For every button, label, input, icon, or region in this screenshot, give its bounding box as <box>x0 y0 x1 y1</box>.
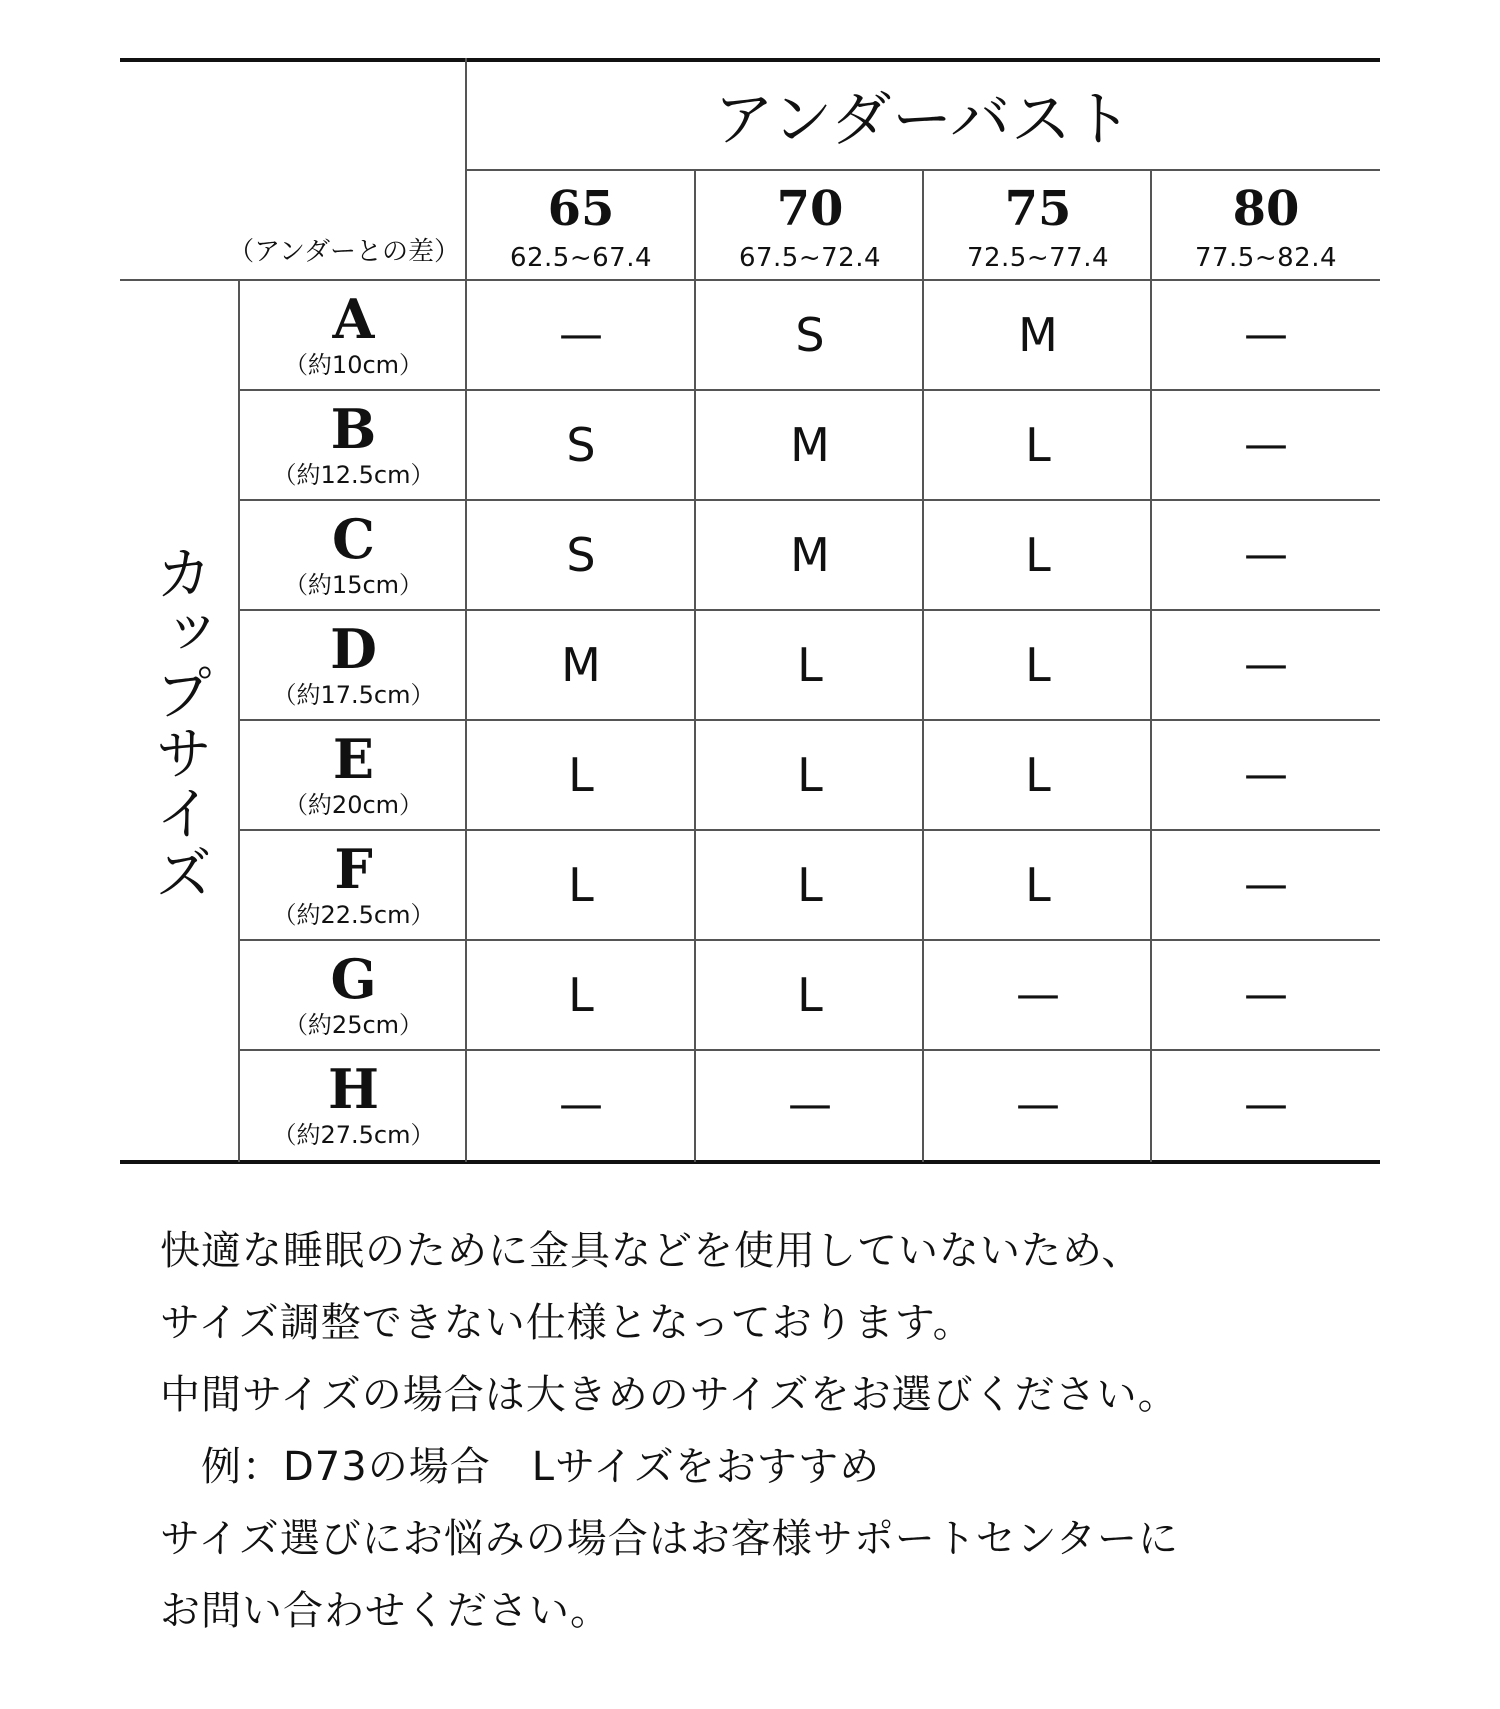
column-header-80 <box>1152 172 1380 282</box>
size-cell: L <box>1025 858 1051 912</box>
size-cell: M <box>790 418 830 472</box>
cup-letter: A <box>332 287 375 351</box>
size-cell: — <box>1016 969 1060 1020</box>
table-top-border <box>120 58 1380 62</box>
size-cell: L <box>568 968 594 1022</box>
size-cell: L <box>797 748 823 802</box>
size-cell: M <box>790 528 830 582</box>
column-range: 72.5~77.4 <box>966 243 1110 273</box>
cup-size-label-text: カップサイズ <box>145 542 213 903</box>
notes-block <box>160 1215 1400 1647</box>
column-range: 62.5~67.4 <box>509 243 653 273</box>
column-range: 77.5~82.4 <box>1194 243 1338 273</box>
column-number: 65 <box>547 181 615 237</box>
note-line: お問い合わせください。 <box>160 1588 611 1634</box>
cup-cell-h <box>240 1050 467 1160</box>
size-cell: S <box>566 418 596 472</box>
cup-letter: C <box>332 507 375 571</box>
size-cell: L <box>1025 528 1051 582</box>
size-cell: L <box>568 858 594 912</box>
size-cell: — <box>1244 969 1288 1020</box>
cup-difference: （約25cm） <box>283 1011 424 1039</box>
size-cell: L <box>1025 748 1051 802</box>
size-cell: L <box>797 638 823 692</box>
note-line: 中間サイズの場合は大きめのサイズをお選びください。 <box>160 1372 1179 1418</box>
size-cell: M <box>561 638 601 692</box>
size-chart <box>120 58 1380 1166</box>
cup-letter: F <box>334 837 373 901</box>
cup-difference: （約17.5cm） <box>272 681 435 709</box>
table-bottom-border <box>120 1160 1380 1164</box>
cup-cell-g <box>240 940 467 1050</box>
size-cell: S <box>566 528 596 582</box>
cup-cell-f <box>240 830 467 940</box>
cup-difference: （約10cm） <box>283 351 424 379</box>
cup-cell-c <box>240 500 467 610</box>
cup-cell-a <box>240 280 467 390</box>
size-cell: L <box>797 858 823 912</box>
size-cell: — <box>1244 749 1288 800</box>
cup-cell-e <box>240 720 467 830</box>
cup-letter: D <box>330 617 377 681</box>
size-cell: — <box>1244 419 1288 470</box>
cup-cell-d <box>240 610 467 720</box>
size-cell: — <box>559 1079 603 1130</box>
column-number: 80 <box>1232 181 1300 237</box>
column-number: 70 <box>776 181 844 237</box>
size-cell: — <box>1244 1079 1288 1130</box>
note-line: サイズ選びにお悩みの場合はお客様サポートセンターに <box>160 1516 1179 1562</box>
size-cell: — <box>1244 639 1288 690</box>
size-cell: — <box>559 309 603 360</box>
cup-size-side-label <box>120 279 238 1166</box>
size-cell: L <box>1025 418 1051 472</box>
note-line: サイズ調整できない仕様となっております。 <box>160 1300 974 1346</box>
size-cell: — <box>1244 309 1288 360</box>
cup-cell-b <box>240 390 467 500</box>
size-cell: M <box>1018 308 1058 362</box>
note-line: 例：D73の場合 Lサイズをおすすめ <box>160 1444 881 1490</box>
size-cell: — <box>1244 859 1288 910</box>
note-line: 快適な睡眠のために金具などを使用していないため、 <box>160 1228 1143 1274</box>
size-cell: — <box>1244 529 1288 580</box>
size-cell: L <box>568 748 594 802</box>
column-header-65 <box>467 172 695 282</box>
cup-difference: （約12.5cm） <box>272 461 435 489</box>
cup-difference: （約22.5cm） <box>272 901 435 929</box>
size-cell: — <box>1016 1079 1060 1130</box>
cup-letter: H <box>327 1057 380 1121</box>
cup-difference: （約27.5cm） <box>272 1121 435 1149</box>
size-cell: S <box>795 308 825 362</box>
cup-letter: B <box>330 397 377 461</box>
size-cell: L <box>1025 638 1051 692</box>
underbust-header: アンダーバスト <box>713 85 1134 155</box>
column-range: 67.5~72.4 <box>738 243 882 273</box>
size-cell: — <box>788 1079 832 1130</box>
difference-label: （アンダーとの差） <box>228 237 460 267</box>
cup-letter: G <box>330 947 377 1011</box>
cup-difference: （約20cm） <box>283 791 424 819</box>
column-header-70 <box>696 172 924 282</box>
cup-letter: E <box>332 727 375 791</box>
size-cell: L <box>797 968 823 1022</box>
cup-difference: （約15cm） <box>283 571 424 599</box>
column-header-75 <box>924 172 1152 282</box>
column-number: 75 <box>1004 181 1072 237</box>
